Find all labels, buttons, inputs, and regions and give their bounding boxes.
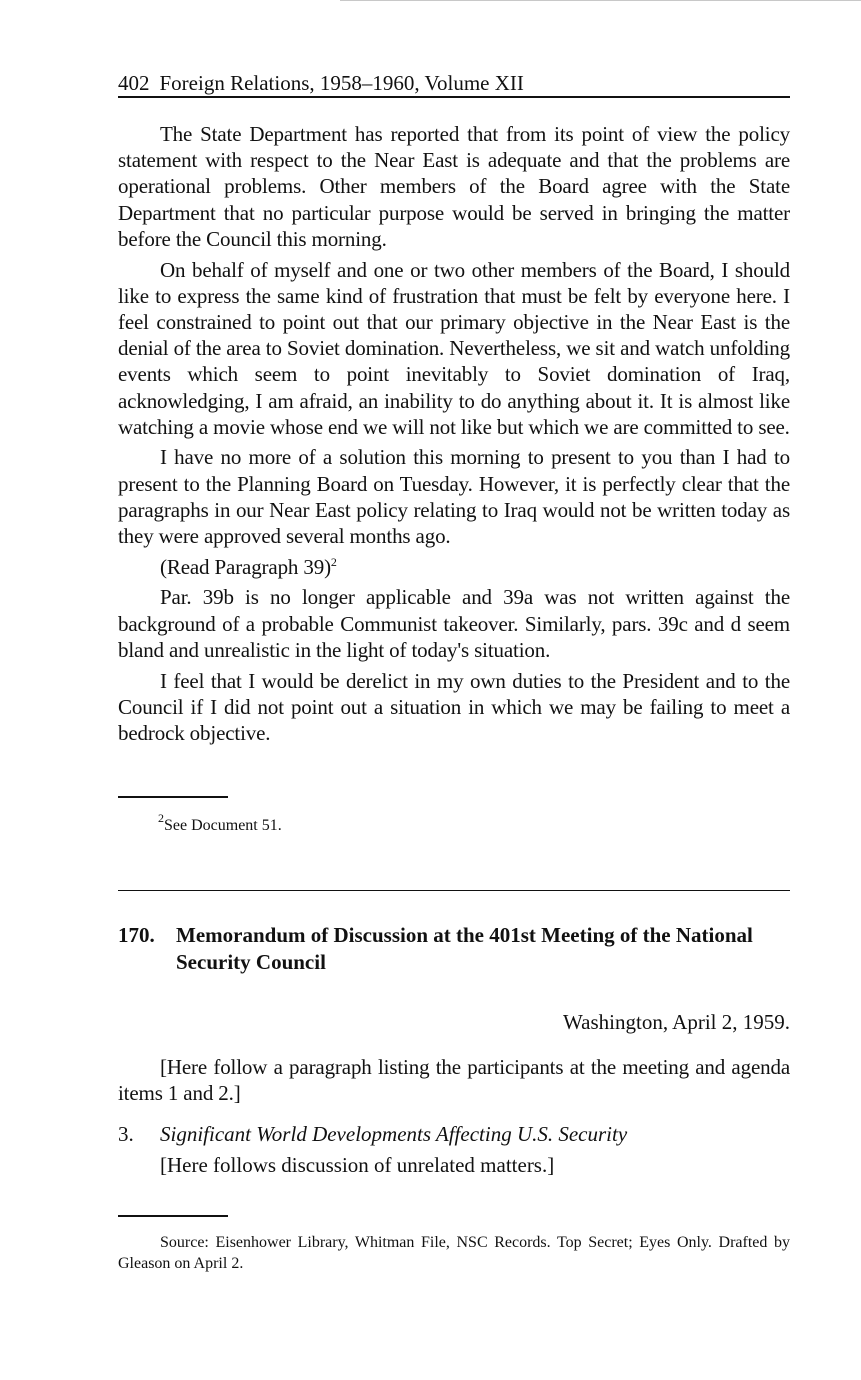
agenda-item <box>118 1121 627 1147</box>
page-number: 402 <box>118 71 150 95</box>
footnote-text: See Document 51. <box>164 817 282 834</box>
document-heading <box>118 922 790 976</box>
source-note-rule <box>118 1215 228 1217</box>
document-title: Memorandum of Discussion at the 401st Meeting of the National Security Council <box>176 923 753 974</box>
body-paragraph: I feel that I would be derelict in my own duties to the President and to the Council if I did not point out a situation in which we may be failing to meet a bedrock objective. <box>118 668 790 745</box>
body-paragraph: Par. 39b is no longer applicable and 39a was not written against the background of a probable Communist takeover. Similarly, pars. 39c and d seem bland and unrealistic in the light of today's situation. <box>118 585 790 662</box>
agenda-item-title: Significant World Developments Affecting U.S. Security <box>160 1122 628 1146</box>
agenda-item-number: 3. <box>118 1122 134 1146</box>
running-title: Foreign Relations, 1958–1960, Volume XII <box>159 71 524 95</box>
footnote-rule <box>118 796 228 798</box>
running-header <box>118 70 790 96</box>
footnote-marker: 2 <box>158 811 164 825</box>
footnote-reference: 2 <box>330 554 337 569</box>
scan-top-edge <box>340 0 861 1</box>
document-number: 170. <box>118 923 155 947</box>
footnote <box>158 811 282 837</box>
editorial-note: [Here follow a paragraph listing the participants at the meeting and agenda items 1 and 2.] <box>118 1055 790 1106</box>
dateline: Washington, April 2, 1959. <box>563 1010 790 1034</box>
body-paragraph: On behalf of myself and one or two other members of the Board, I should like to express the same kind of frustration that must be felt by everyone here. I feel constrained to point out that our primary objective in the Near East is the denial of the area to Soviet domination. Nevertheless, we sit and watch unfolding events which seem to point inevitably to Soviet domination of Iraq, acknowledging, I am afraid, an inability to do anything about it. It is almost like watching a movie whose end we will not like but which we are committed to see. <box>118 257 790 439</box>
header-rule <box>118 96 790 98</box>
source-note: Source: Eisenhower Library, Whitman File, NSC Records. Top Secret; Eyes Only. Drafted by Gleason on April 2. <box>118 1234 790 1272</box>
body-paragraph: I have no more of a solution this morning to present to you than I had to present to the Planning Board on Tuesday. However, it is perfectly clear that the paragraphs in our Near East policy relating to Iraq would not be written today as they were approved several months ago. <box>118 445 790 549</box>
body-paragraph: The State Department has reported that from its point of view the policy statement with respect to the Near East is adequate and that the problems are operational problems. Other members of the Board agree with the State Department that no particular purpose would be served in bringing the matter before the Council this morning. <box>118 122 790 251</box>
agenda-item-note: [Here follows discussion of unrelated matters.] <box>160 1153 555 1177</box>
section-divider <box>118 890 790 891</box>
read-paragraph-line <box>118 554 790 580</box>
read-paragraph-text: (Read Paragraph 39) <box>160 554 331 579</box>
memo-body <box>118 121 790 751</box>
